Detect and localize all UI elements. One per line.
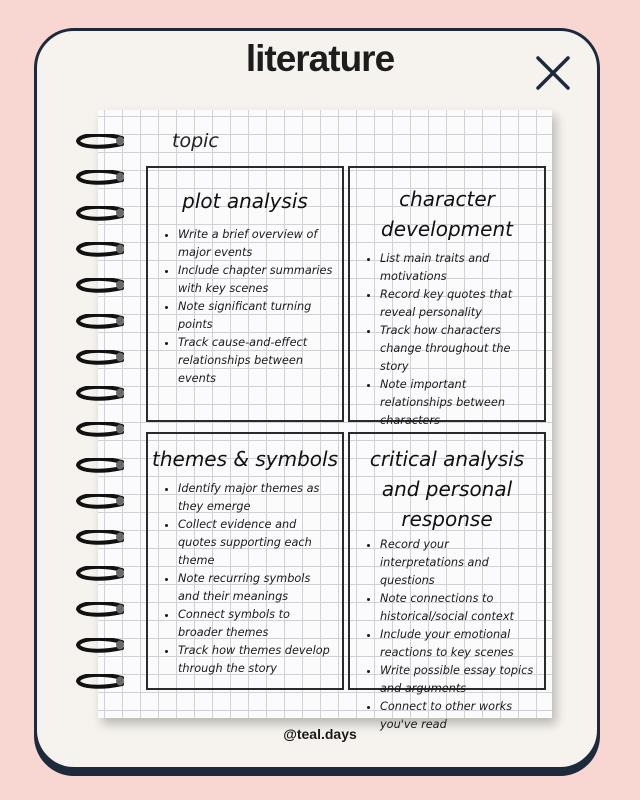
spiral-ring <box>74 638 126 653</box>
spiral-ring <box>74 170 126 185</box>
section-themes-symbols <box>146 432 344 690</box>
spiral-ring <box>74 458 126 473</box>
list-item: • Write a brief overview of major events <box>178 226 334 262</box>
close-icon[interactable] <box>534 54 572 92</box>
spiral-ring <box>74 350 126 365</box>
section-title: plot analysis <box>182 189 308 213</box>
section-plot-analysis <box>146 166 344 422</box>
spiral-ring <box>74 530 126 545</box>
list-item: • Note recurring symbols and their meanings <box>178 570 334 606</box>
list-item: • Record key quotes that reveal personality <box>380 286 536 322</box>
list-item: • Note important relationships between characters <box>380 376 536 430</box>
list-item: • Track cause-and-effect relationships between events <box>178 334 334 388</box>
list-item: • Note connections to historical/social context <box>380 590 536 626</box>
spiral-ring <box>74 242 126 257</box>
list-item: • Include chapter summaries with key scenes <box>178 262 334 298</box>
section-critical-analysis <box>348 432 546 731</box>
list-item: • Connect symbols to broader themes <box>178 606 334 642</box>
list-item: • Include your emotional reactions to key scenes <box>380 626 536 662</box>
spiral-ring <box>74 422 126 437</box>
spiral-ring <box>74 314 126 329</box>
spiral-ring <box>74 674 126 689</box>
page-title: literature <box>245 38 395 79</box>
list-item: • Identify major themes as they emerge <box>178 480 334 516</box>
list-item: • Write possible essay topics and arguments <box>380 662 536 698</box>
spiral-ring <box>74 134 126 149</box>
spiral-ring <box>74 206 126 221</box>
list-item: • Collect evidence and quotes supporting each theme <box>178 516 334 570</box>
list-item: • Track how themes develop through the story <box>178 642 334 678</box>
list-item: • Track how characters change throughout the story <box>380 322 536 376</box>
list-item: • Note significant turning points <box>178 298 334 334</box>
list-item: • Record your interpretations and questions <box>380 536 536 590</box>
spiral-ring <box>74 278 126 293</box>
spiral-ring <box>74 602 126 617</box>
author-handle: @teal.days <box>283 726 357 742</box>
section-title: character development <box>381 187 513 241</box>
list-item: • List main traits and motivations <box>380 250 536 286</box>
spiral-ring <box>74 494 126 509</box>
list-item: • Connect to other works you've read <box>380 698 536 734</box>
section-title: themes & symbols <box>152 447 338 471</box>
section-character-development <box>348 166 546 427</box>
spiral-ring <box>74 386 126 401</box>
spiral-ring <box>74 566 126 581</box>
topic-label: topic <box>172 130 219 152</box>
section-title: critical analysis and personal response <box>369 447 525 531</box>
